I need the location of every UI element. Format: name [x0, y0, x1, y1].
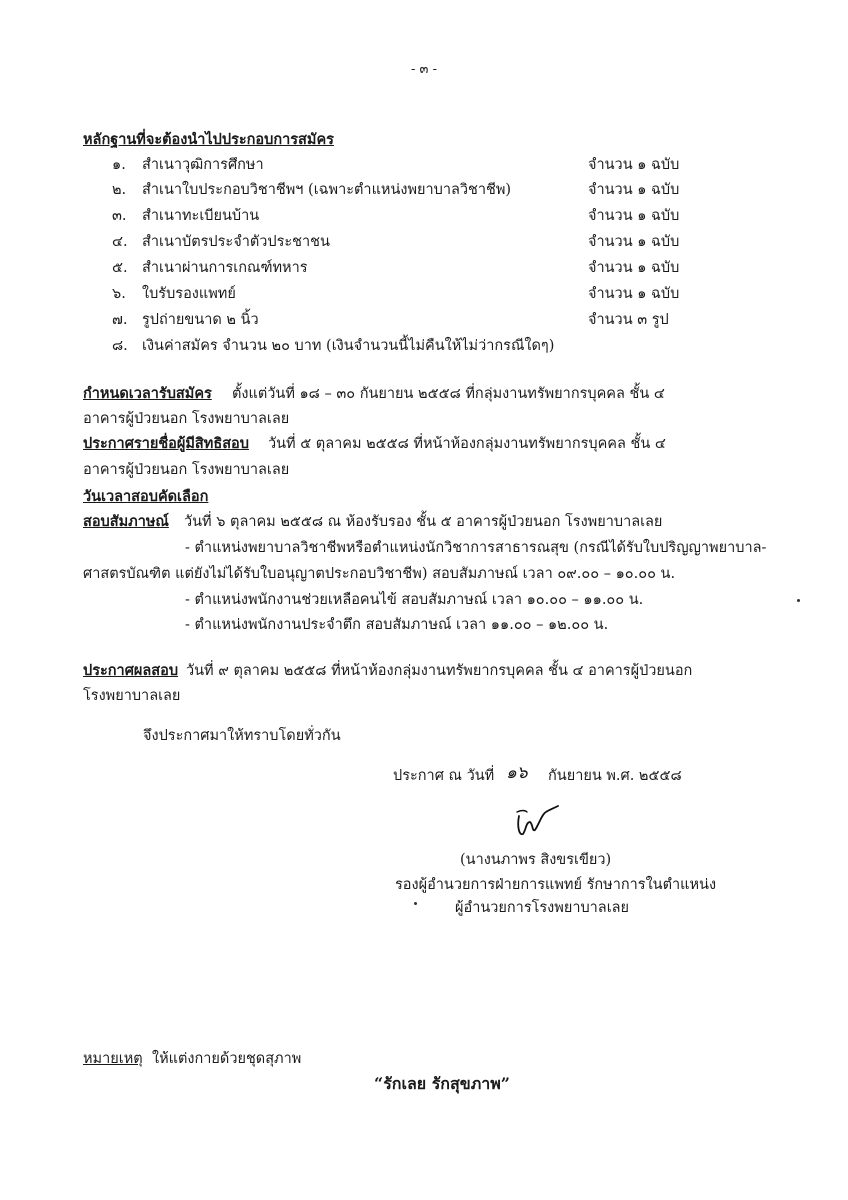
item-number: ๖.	[112, 286, 126, 302]
page-number: - ๓ -	[411, 62, 437, 77]
application-period-line2: อาคารผู้ป่วยนอก โรงพยาบาลเลย	[83, 411, 290, 427]
results-line2: โรงพยาบาลเลย	[83, 688, 181, 704]
application-period-line1: ตั้งแต่วันที่ ๑๘ – ๓๐ กันยายน ๒๕๕๘ ที่กลุ่มงานทรัพยากรบุคคล ชั้น ๔	[232, 386, 665, 402]
closing-text: จึงประกาศมาให้ทราบโดยทั่วกัน	[143, 728, 341, 744]
item-number: ๘.	[112, 338, 128, 354]
results-label: ประกาศผลสอบ	[83, 662, 179, 679]
interview-label: สอบสัมภาษณ์	[83, 513, 169, 530]
announce-date-prefix: ประกาศ ณ วันที่	[393, 768, 495, 784]
item-quantity: จำนวน ๑ ฉบับ	[588, 157, 680, 173]
item-quantity: จำนวน ๓ รูป	[588, 312, 669, 328]
selection-heading: วันเวลาสอบคัดเลือก	[83, 488, 209, 505]
signature-scrawl	[513, 800, 561, 842]
position-3: - ตำแหน่งพนักงานประจำตึก สอบสัมภาษณ์ เวลา ๑๑.๐๐ – ๑๒.๐๐ น.	[185, 617, 609, 633]
item-number: ๔.	[112, 234, 128, 250]
item-number: ๒.	[112, 182, 127, 198]
item-text: ใบรับรองแพทย์	[142, 286, 236, 302]
slogan: “รักเลย รักสุขภาพ”	[374, 1074, 510, 1093]
application-period-label: กำหนดเวลารับสมัคร	[83, 385, 212, 402]
interview-text: วันที่ ๖ ตุลาคม ๒๕๕๘ ณ ห้องรับรอง ชั้น ๕ อาคารผู้ป่วยนอก โรงพยาบาลเลย	[184, 514, 663, 530]
announce-date-suffix: กันยายน พ.ศ. ๒๕๕๘	[548, 768, 682, 784]
item-quantity: จำนวน ๑ ฉบับ	[588, 286, 680, 302]
position-1-line1: - ตำแหน่งพยาบาลวิชาชีพหรือตำแหน่งนักวิชาการสาธารณสุข (กรณีได้รับใบปริญญาพยาบาล-	[185, 540, 767, 556]
item-quantity: จำนวน ๑ ฉบับ	[588, 234, 680, 250]
remark-label: หมายเหตุ	[83, 1051, 143, 1067]
item-text: สำเนาทะเบียนบ้าน	[142, 208, 260, 224]
position-1-line2: ศาสตรบัณฑิต แต่ยังไม่ได้รับใบอนุญาตประกอบวิชาชีพ) สอบสัมภาษณ์ เวลา ๐๙.๐๐ – ๑๐.๐๐ น.	[83, 566, 676, 582]
signer-title-2: ผู้อำนวยการโรงพยาบาลเลย	[455, 900, 630, 916]
item-text: สำเนาผ่านการเกณฑ์ทหาร	[142, 260, 308, 276]
eligible-list-line2: อาคารผู้ป่วยนอก โรงพยาบาลเลย	[83, 462, 290, 478]
item-text: สำเนาวุฒิการศึกษา	[142, 157, 264, 173]
item-text: สำเนาใบประกอบวิชาชีพฯ (เฉพาะตำแหน่งพยาบาลวิชาชีพ)	[142, 182, 512, 198]
signer-title-1: รองผู้อำนวยการฝ่ายการแพทย์ รักษาการในตำแหน่ง	[395, 877, 717, 893]
item-number: ๓.	[112, 208, 127, 224]
item-number: ๕.	[112, 260, 128, 276]
results-line1: วันที่ ๙ ตุลาคม ๒๕๕๘ ที่หน้าห้องกลุ่มงานทรัพยากรบุคคล ชั้น ๔ อาคารผู้ป่วยนอก	[186, 663, 693, 679]
signer-name: (นางนภาพร สิงขรเขียว)	[460, 852, 612, 868]
scan-speck	[414, 902, 417, 905]
evidence-heading: หลักฐานที่จะต้องนำไปประกอบการสมัคร	[83, 131, 334, 148]
announce-date-day: ๑๖	[506, 763, 528, 783]
item-text: รูปถ่ายขนาด ๒ นิ้ว	[142, 312, 259, 328]
item-quantity: จำนวน ๑ ฉบับ	[588, 260, 680, 276]
item-text: สำเนาบัตรประจำตัวประชาชน	[142, 234, 330, 250]
item-quantity: จำนวน ๑ ฉบับ	[588, 208, 680, 224]
eligible-list-label: ประกาศรายชื่อผู้มีสิทธิสอบ	[83, 435, 249, 452]
item-number: ๗.	[112, 312, 128, 328]
item-quantity: จำนวน ๑ ฉบับ	[588, 182, 680, 198]
scan-speck	[797, 599, 800, 602]
item-text: เงินค่าสมัคร จำนวน ๒๐ บาท (เงินจำนวนนี้ไม่คืนให้ไม่ว่ากรณีใดๆ)	[142, 338, 555, 354]
remark-text: ให้แต่งกายด้วยชุดสุภาพ	[152, 1051, 302, 1067]
eligible-list-line1: วันที่ ๕ ตุลาคม ๒๕๕๘ ที่หน้าห้องกลุ่มงานทรัพยากรบุคคล ชั้น ๔	[268, 436, 666, 452]
item-number: ๑.	[112, 157, 126, 173]
position-2: - ตำแหน่งพนักงานช่วยเหลือคนไข้ สอบสัมภาษณ์ เวลา ๑๐.๐๐ – ๑๑.๐๐ น.	[185, 592, 644, 608]
